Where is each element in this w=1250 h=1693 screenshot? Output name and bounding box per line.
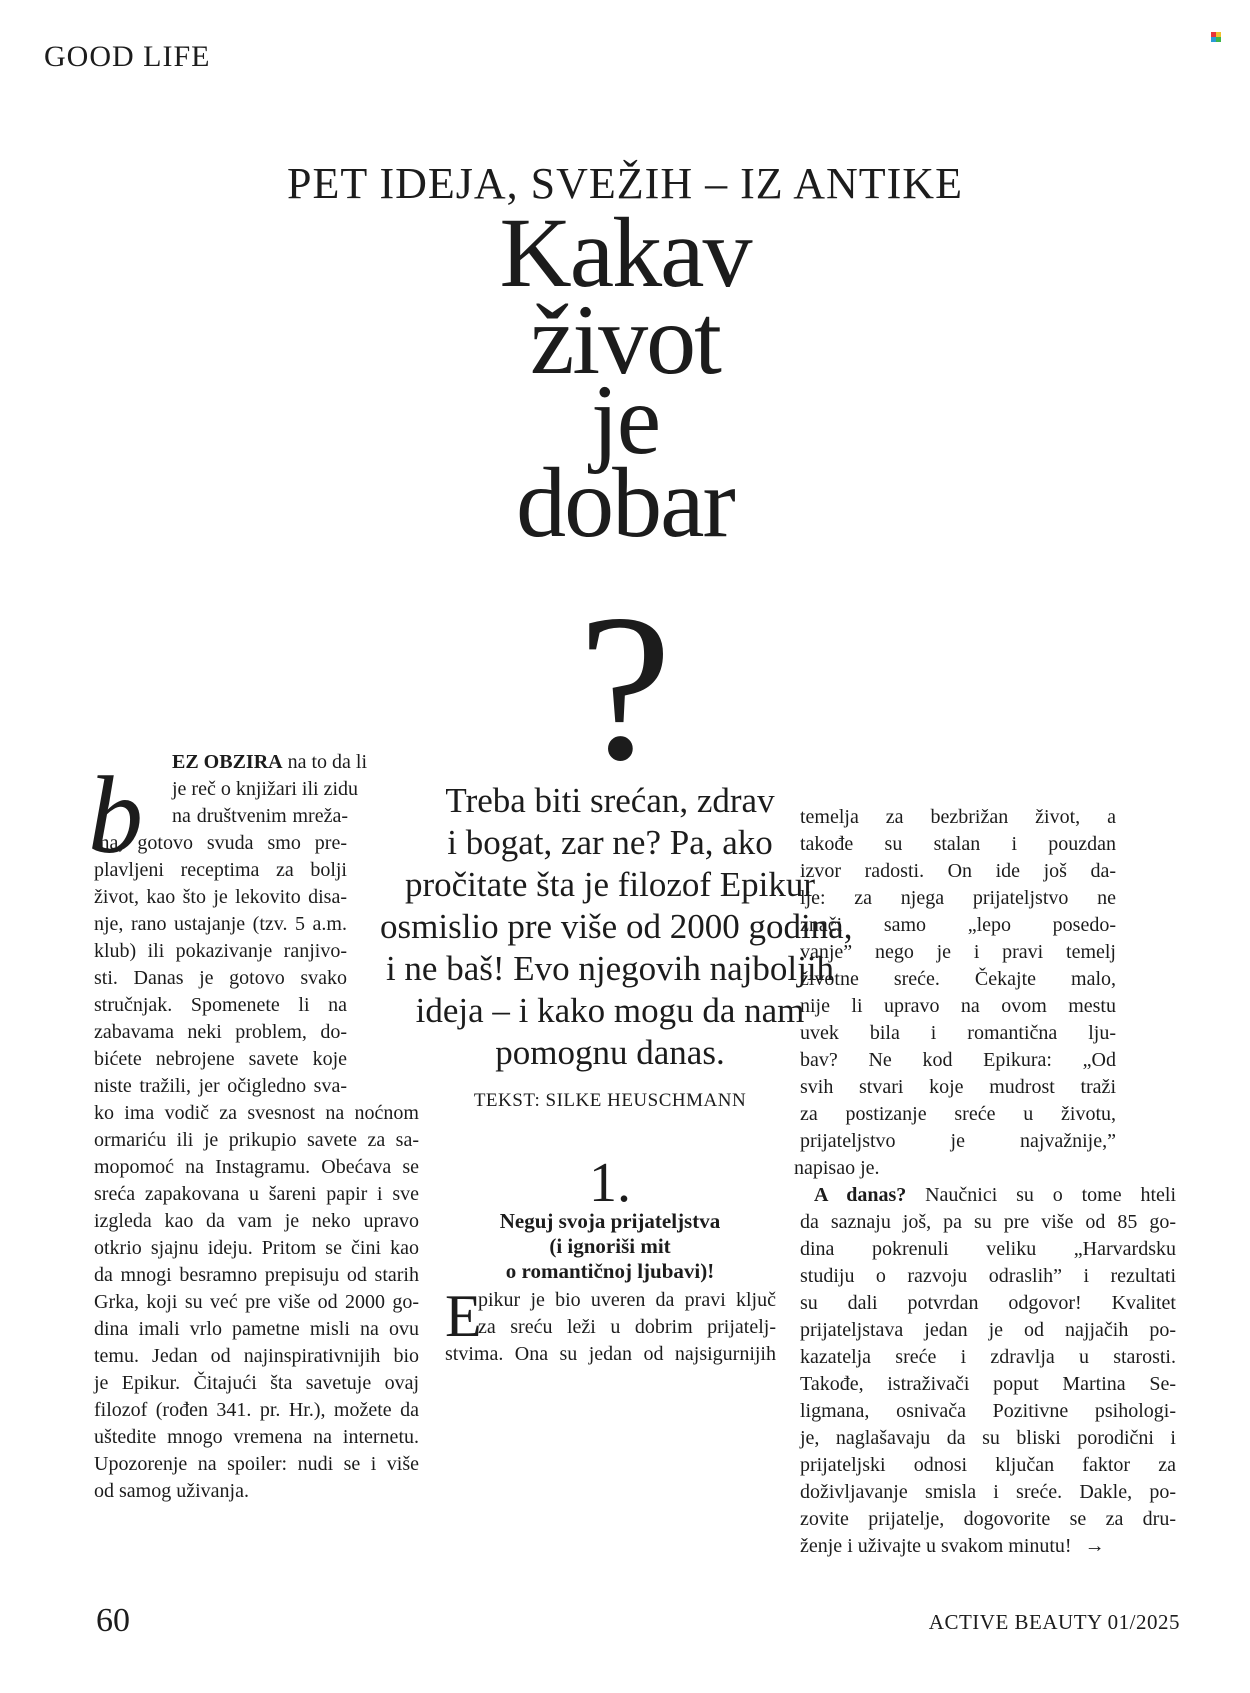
intro-line: pročitate šta je filozof Epikur <box>404 865 816 904</box>
text-line: A danas? Naučnici su o tome hteli <box>814 1184 1176 1206</box>
color-mark-icon <box>1211 32 1223 42</box>
text-line: Takođe, istraživači poput Martina Se- <box>800 1373 1176 1395</box>
text-line: dina imali vrlo pametne misli na ovu <box>94 1318 419 1340</box>
text-line: stručnjak. Spomenete li na <box>94 994 347 1016</box>
subhead-line: Neguj svoja prijateljstva <box>499 1209 721 1233</box>
text-line: uvek bila i romantična lju- <box>800 1022 1116 1044</box>
text-line: filozof (rođen 341. pr. Hr.), možete da <box>94 1399 419 1421</box>
intro-line: i bogat, zar ne? Pa, ako <box>447 823 773 862</box>
left-column-wrap <box>172 803 348 830</box>
text-line: zabavama neki problem, do- <box>94 1021 347 1043</box>
headline-line: je <box>590 364 660 475</box>
intro-line: ideja – i kako mogu da nam <box>415 991 805 1030</box>
byline: TEKST: SILKE HEUSCHMANN <box>473 1090 747 1111</box>
section-label: GOOD LIFE <box>44 40 211 73</box>
text-line: za postizanje sreće u životu, <box>800 1103 1116 1125</box>
intro-line: Treba biti srećan, zdrav <box>445 781 775 820</box>
text-line: mopomoć na Instagramu. Obećava se <box>94 1156 419 1178</box>
text-line: je Epikur. Čitajući šta savetuje ovaj <box>94 1372 419 1394</box>
text-line: klub) ili pokazivanje ranjivo- <box>94 940 347 962</box>
text-line: su dali potvrdan odgovor! Kvalitet <box>800 1292 1176 1314</box>
headline-line: dobar <box>516 447 734 558</box>
text-line: studiju o razvoju odraslih” i rezultati <box>800 1265 1176 1287</box>
intro-line: i ne baš! Evo njegovih najboljih <box>385 949 835 988</box>
text-line: životne sreće. Čekajte malo, <box>800 968 1116 990</box>
intro-line: pomognu danas. <box>495 1033 725 1072</box>
text-line: takođe su stalan i pouzdan <box>800 833 1116 855</box>
text-line: da saznaju još, pa su pre više od 85 go- <box>800 1211 1176 1233</box>
text-line: prijateljski odnosi ključan faktor za <box>800 1454 1176 1476</box>
continue-arrow-icon: → <box>1084 1535 1105 1557</box>
subhead-line: (i ignoriši mit <box>549 1234 671 1258</box>
text-line: bav? Ne kod Epikura: „Od <box>800 1049 1116 1071</box>
text-line: temu. Jedan od najinspirativnijih bio <box>94 1345 419 1367</box>
headline-question-mark: ? <box>578 572 672 804</box>
text-line: stvima. Ona su jedan od najsigurnijih <box>445 1343 776 1365</box>
headline-line: život <box>530 284 720 395</box>
text-line: ženje i uživajte u svakom minutu! → <box>800 1535 1105 1557</box>
kicker: PET IDEJA, SVEŽIH – IZ ANTIKE <box>287 159 963 208</box>
text-line: zovite prijatelje, dogovorite se za dru- <box>800 1508 1176 1530</box>
left-column-top <box>172 749 368 803</box>
text-line: lje: za njega prijateljstvo ne <box>800 887 1116 909</box>
text-line: bićete nebrojene savete koje <box>94 1048 347 1070</box>
text-line: je reč o knjižari ili zidu <box>172 778 359 800</box>
text-line: sreća zapakovana u šareni papir i sve <box>94 1183 419 1205</box>
text-line: za sreću leži u dobrim prijatelj- <box>478 1316 776 1338</box>
left-column-body <box>94 830 347 1100</box>
text-line: otkrio sjajnu ideju. Pritom se čini kao <box>94 1237 419 1259</box>
text-line: vanje” nego je i pravi temelj <box>800 941 1116 963</box>
text-line: ligmana, osnivača Pozitivne psihologi- <box>800 1400 1176 1422</box>
text-line: znači samo „lepo posedo- <box>800 914 1116 936</box>
right-column-bottom <box>794 1155 1176 1560</box>
section-1-wrap <box>478 1287 776 1341</box>
text-line: prijateljstvo je najvažnije,” <box>800 1130 1116 1152</box>
text-line: plavljeni receptima za bolji <box>94 859 347 881</box>
color-mark-green <box>1216 37 1221 42</box>
text-line: EZ OBZIRA na to da li <box>172 751 368 773</box>
text-line: ko ima vodič za svesnost na noćnom <box>94 1102 419 1124</box>
text-line: temelja za bezbrižan život, a <box>800 806 1116 828</box>
lead-bold: EZ OBZIRA <box>172 751 283 773</box>
text-line: ma, gotovo svuda smo pre- <box>94 832 347 854</box>
text-line: ormariću ili je prikupio savete za sa- <box>94 1129 419 1151</box>
headline-line: Kakav <box>499 197 751 308</box>
text-line: dina pokrenuli veliku „Harvardsku <box>800 1238 1176 1260</box>
text-line: prijateljstava jedan je od najjačih po- <box>800 1319 1176 1341</box>
intro-line: osmislio pre više od 2000 godina, <box>380 907 853 946</box>
text-line: nije li upravo na ovom mestu <box>800 995 1116 1017</box>
text-line: život, kao što je lekovito disa- <box>94 886 347 908</box>
text-line: Upozorenje na spoiler: nudi se i više <box>94 1453 419 1475</box>
page-number: 60 <box>96 1602 130 1639</box>
left-column-bottom <box>94 1100 419 1505</box>
text-line: izvor radosti. On ide još da- <box>800 860 1116 882</box>
text-line: izgleda kao da vam je neko upravo <box>94 1210 419 1232</box>
lead-bold: A danas? <box>814 1184 907 1206</box>
issue-label: ACTIVE BEAUTY 01/2025 <box>928 1610 1180 1634</box>
text-line: na društvenim mreža- <box>172 805 348 827</box>
text-line: pikur je bio uveren da pravi ključ <box>478 1289 776 1311</box>
section-1-body <box>445 1341 776 1368</box>
subhead-line: o romantičnoj ljubavi)! <box>505 1259 715 1283</box>
text-line: svih stvari koje mudrost traži <box>800 1076 1116 1098</box>
section-subhead <box>430 1209 790 1284</box>
text-line: Grka, koji su već pre više od 2000 go- <box>94 1291 419 1313</box>
text-line: je, naglašavaju da su bliski porodični i <box>800 1427 1176 1449</box>
text-line: da mnogi besramno prepisuju od starih <box>94 1264 419 1286</box>
text-line: od samog uživanja. <box>94 1480 249 1502</box>
right-column-top <box>800 804 1116 1155</box>
text-line: niste tražili, jer očigledno sva- <box>94 1075 347 1097</box>
text-line: uštedite mnogo vremena na internetu. <box>94 1426 419 1448</box>
text-line: doživljavanje smisla i sreće. Dakle, po- <box>800 1481 1176 1503</box>
text-line: kazatelja sreće i zdravlja u starosti. <box>800 1346 1176 1368</box>
section-number: 1. <box>589 1152 631 1214</box>
text-line: nje, rano ustajanje (tzv. 5 a.m. <box>94 913 347 935</box>
text-line: napisao je. <box>794 1157 880 1179</box>
dropcap-e: E <box>445 1283 482 1349</box>
dropcap-b: b <box>88 754 143 876</box>
intro-standfirst <box>380 780 853 1074</box>
text-line: sti. Danas je gotovo svako <box>94 967 347 989</box>
